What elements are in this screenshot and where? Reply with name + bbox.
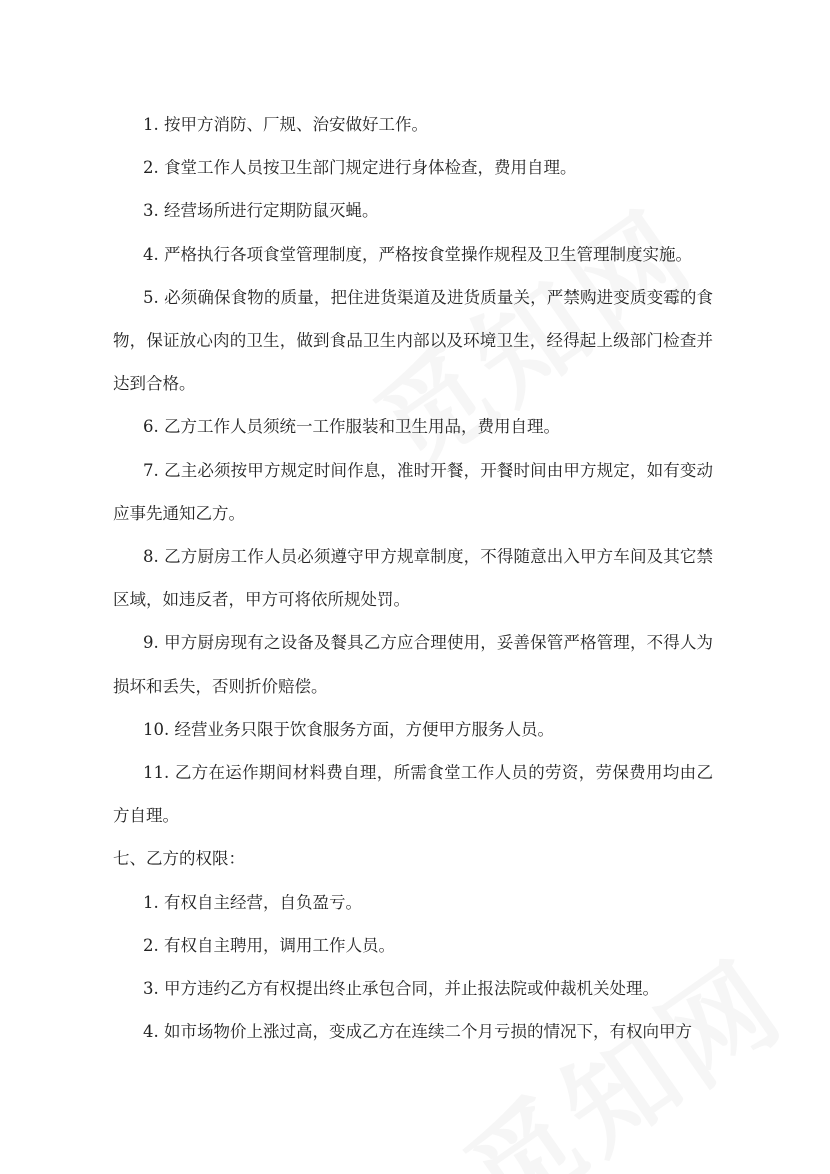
clause-paragraph: 6. 乙方工作人员须统一工作服装和卫生用品，费用自理。 [143,417,560,437]
clause-paragraph: 5. 必须确保食物的质量，把住进货渠道及进货质量关，严禁购进变质变霉的食物，保证放心肉的卫生，做到食品卫生内部以及环境卫生，经得起上级部门检查并达到合格。 [113,287,713,394]
clause-paragraph: 3. 经营场所进行定期防鼠灭蝇。 [143,201,379,221]
rights-paragraph: 1. 有权自主经营，自负盈亏。 [143,892,362,912]
rights-paragraph: 2. 有权自主聘用，调用工作人员。 [143,935,395,955]
clause-paragraph: 9. 甲方厨房现有之设备及餐具乙方应合理使用，妥善保管严格管理，不得人为损坏和丢失，否则折价赔偿。 [113,633,713,696]
document-body [113,103,713,1053]
clause-paragraph: 10. 经营业务只限于饮食服务方面，方便甲方服务人员。 [143,719,554,739]
clause-paragraph: 2. 食堂工作人员按卫生部门规定进行身体检查，费用自理。 [143,158,577,178]
section-heading: 七、乙方的权限： [113,849,245,869]
rights-paragraph: 3. 甲方违约乙方有权提出终止承包合同，并止报法院或仲裁机关处理。 [143,979,659,999]
clause-paragraph: 7. 乙主必须按甲方规定时间作息，准时开餐，开餐时间由甲方规定，如有变动应事先通知乙方。 [113,460,713,523]
clause-paragraph: 1. 按甲方消防、厂规、治安做好工作。 [143,115,428,134]
clause-paragraph: 8. 乙方厨房工作人员必须遵守甲方规章制度，不得随意出入甲方车间及其它禁区域，如违反者，甲方可将依所规处罚。 [113,547,713,610]
rights-paragraph: 4. 如市场物价上涨过高，变成乙方在连续二个月亏损的情况下，有权向甲方 [143,1022,692,1042]
clause-paragraph: 4. 严格执行各项食堂管理制度，严格按食堂操作规程及卫生管理制度实施。 [143,244,692,264]
clause-paragraph: 11. 乙方在运作期间材料费自理，所需食堂工作人员的劳资，劳保费用均由乙方自理。 [113,763,713,826]
